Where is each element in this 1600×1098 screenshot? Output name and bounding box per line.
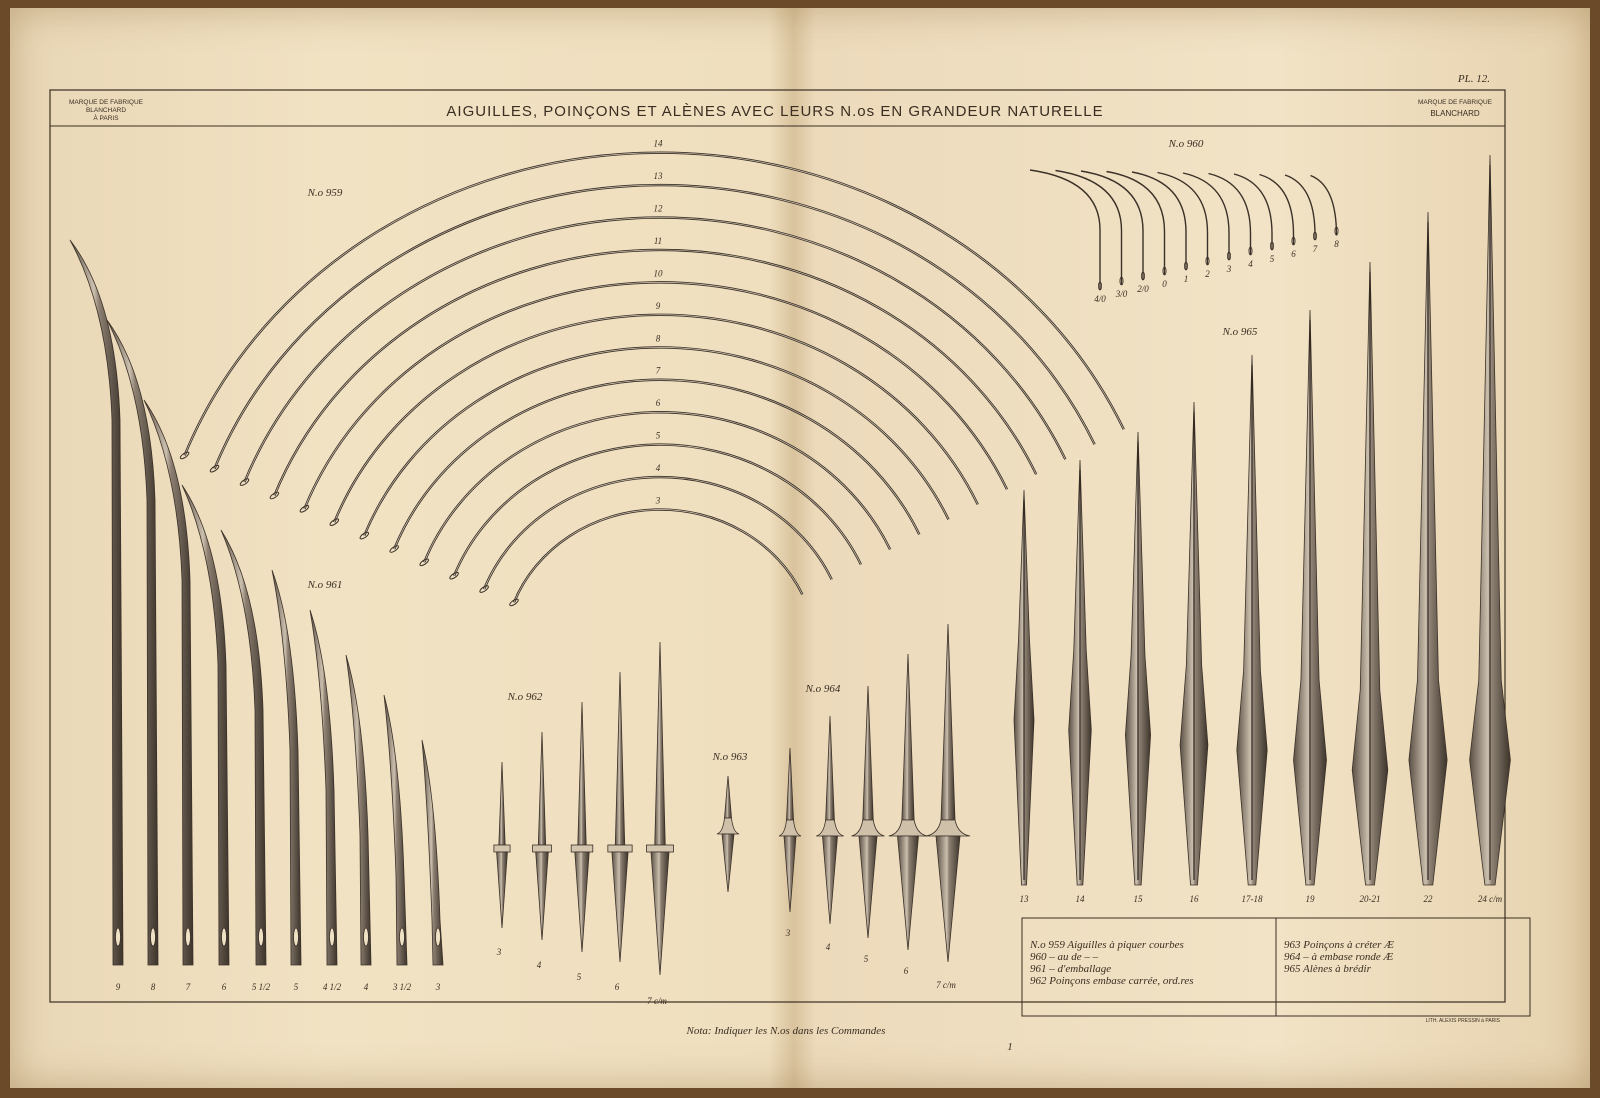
size-label-965: 20-21 — [1359, 894, 1381, 904]
size-label-960: 6 — [1291, 249, 1296, 259]
size-label-965: 17-18 — [1241, 894, 1263, 904]
trademark-right-line1: MARQUE DE FABRIQUE — [1417, 99, 1493, 106]
square-awl-962-collar — [533, 845, 552, 852]
outer-frame — [50, 90, 1505, 1002]
packing-needle-961 — [272, 570, 301, 965]
creasing-awl-963-blade — [725, 776, 732, 818]
size-label-960: 1 — [1183, 274, 1189, 284]
size-label-961: 4 — [363, 982, 369, 992]
round-awl-964-collar — [779, 820, 801, 836]
group-label-959: N.o 959 — [307, 187, 343, 199]
needle-eye-961 — [116, 928, 121, 946]
round-awl-964-blade — [787, 748, 794, 820]
needle-eye-961 — [400, 928, 405, 946]
square-awl-962-collar — [647, 845, 674, 852]
size-label-961: 9 — [115, 982, 121, 992]
trademark-left-line3: À PARIS — [93, 115, 119, 122]
round-awl-964-tang — [936, 836, 960, 962]
round-awl-964-collar — [889, 820, 928, 836]
size-label-962: 4 — [536, 960, 542, 970]
curved-needle-959 — [334, 315, 978, 522]
size-label-959: 9 — [655, 300, 661, 311]
size-label-960: 2 — [1205, 269, 1210, 279]
curved-needle-959-highlight — [514, 510, 802, 603]
size-label-960: 0 — [1162, 279, 1167, 289]
plate-number: PL. 12. — [1457, 73, 1490, 85]
square-awl-962-tang — [612, 852, 628, 962]
group-label-963: N.o 963 — [712, 751, 748, 763]
needle-eye-961 — [330, 928, 335, 946]
hook-needle-960 — [1234, 174, 1272, 250]
size-label-959: 5 — [655, 430, 661, 441]
packing-needle-961 — [310, 610, 337, 965]
needles-960-group — [1030, 170, 1339, 304]
size-label-960: 7 — [1312, 244, 1318, 254]
group-label-961: N.o 961 — [307, 579, 343, 591]
size-label-959: 13 — [653, 171, 663, 182]
square-awl-962-tang — [575, 852, 589, 952]
footer-printer: LITH. ALEXIS PRESSIN à PARIS — [1425, 1018, 1500, 1024]
size-label-962: 6 — [614, 982, 620, 992]
square-awl-962-blade — [655, 642, 666, 845]
size-label-959: 6 — [655, 398, 661, 409]
size-label-964: 3 — [785, 928, 791, 938]
square-awl-962-blade — [578, 702, 586, 845]
size-label-960: 8 — [1334, 239, 1339, 249]
packing-needle-961 — [384, 695, 407, 965]
plate-title: AIGUILLES, POINÇONS ET ALÈNES AVEC LEURS N.os EN GRANDEUR NATURELLE — [446, 103, 1104, 120]
square-awl-962-collar — [571, 845, 593, 852]
curved-needle-959-highlight — [334, 315, 978, 522]
trademark-left-line2: BLANCHARD — [85, 107, 127, 114]
size-label-959: 11 — [653, 235, 663, 246]
size-label-959: 8 — [655, 333, 661, 344]
round-awl-964-tang — [898, 836, 919, 950]
square-awl-962-tang — [497, 852, 508, 928]
size-label-962: 5 — [576, 972, 582, 982]
size-label-960: 3 — [1226, 264, 1232, 274]
round-awl-964-blade — [902, 654, 914, 820]
curved-needle-959 — [245, 218, 1066, 483]
size-label-960: 2/0 — [1137, 284, 1149, 294]
round-awl-964-tang — [823, 836, 838, 924]
trademark-right-line2: BLANCHARD — [1430, 109, 1480, 118]
trademark-left-line1: MARQUE DE FABRIQUE — [68, 99, 144, 106]
hook-needle-960 — [1285, 175, 1315, 240]
hook-needle-960 — [1107, 172, 1165, 276]
creasing-awl-963-tang — [722, 834, 734, 892]
size-label-962: 3 — [496, 947, 502, 957]
size-label-959: 14 — [653, 138, 663, 149]
square-awl-962-blade — [615, 672, 624, 845]
needles-959-group — [179, 139, 1123, 607]
legend-left-4: 962 Poinçons embase carrée, ord.res — [1030, 975, 1194, 987]
size-label-959: 7 — [655, 365, 661, 376]
needle-eye-961 — [186, 928, 191, 946]
curved-needle-959 — [304, 282, 1007, 508]
size-label-965: 15 — [1133, 894, 1143, 904]
size-label-964: 5 — [863, 954, 869, 964]
hook-needle-960 — [1056, 171, 1122, 286]
size-label-961: 4 1/2 — [322, 982, 342, 992]
size-label-960: 5 — [1269, 254, 1275, 264]
group-label-962: N.o 962 — [507, 691, 543, 703]
needles-961-group — [70, 240, 443, 992]
blades-965-group — [1014, 155, 1510, 904]
packing-needle-961 — [70, 240, 123, 965]
round-awl-964-blade — [863, 686, 874, 820]
curved-needle-959 — [484, 477, 832, 589]
size-label-961: 3 — [435, 982, 441, 992]
square-awl-962-tang — [536, 852, 549, 940]
packing-needle-961 — [346, 655, 371, 965]
hook-needle-960 — [1030, 170, 1100, 290]
size-label-959: 12 — [653, 203, 663, 214]
size-label-959: 4 — [655, 463, 661, 474]
needle-eye-961 — [222, 928, 227, 946]
size-label-961: 7 — [185, 982, 191, 992]
hook-needle-960 — [1081, 171, 1143, 280]
round-awl-964-tang — [784, 836, 796, 912]
size-label-965: 13 — [1019, 894, 1029, 904]
size-label-960: 4/0 — [1094, 294, 1106, 304]
round-awl-964-tang — [859, 836, 877, 938]
footer-page-number: 1 — [1007, 1041, 1013, 1053]
legend-left-3: 961 – d'emballage — [1030, 963, 1112, 975]
size-label-961: 5 — [293, 982, 299, 992]
legend-left-1: N.o 959 Aiguilles à piquer courbes — [1030, 939, 1184, 951]
size-label-964: 4 — [825, 942, 831, 952]
curved-needle-959-highlight — [245, 218, 1066, 483]
square-awl-962-collar — [608, 845, 632, 852]
size-label-965: 19 — [1305, 894, 1315, 904]
hook-needle-960 — [1132, 172, 1186, 270]
round-awl-964-collar — [816, 820, 844, 836]
needle-eye-961 — [364, 928, 369, 946]
awl-963-group — [717, 776, 739, 892]
needle-eye-961 — [294, 928, 299, 946]
size-label-965: 16 — [1189, 894, 1199, 904]
size-label-959: 10 — [653, 268, 663, 279]
legend-right-3: 965 Alènes à brédir — [1284, 963, 1371, 975]
size-label-961: 6 — [221, 982, 227, 992]
square-awl-962-blade — [499, 762, 505, 845]
creasing-awl-963-collar — [717, 818, 739, 834]
size-label-961: 3 1/2 — [392, 982, 412, 992]
legend-right-2: 964 – à embase ronde Æ — [1284, 951, 1394, 963]
size-label-965: 14 — [1075, 894, 1085, 904]
needle-eye-961 — [259, 928, 264, 946]
size-label-960: 3/0 — [1115, 289, 1128, 299]
group-label-964: N.o 964 — [805, 683, 841, 695]
awls-964-group — [779, 624, 970, 990]
group-label-965: N.o 965 — [1222, 326, 1258, 338]
needle-eye-961 — [151, 928, 156, 946]
size-label-959: 3 — [655, 495, 661, 506]
size-label-964: 7 c/m — [936, 980, 956, 990]
footer-nota: Nota: Indiquer les N.os dans les Commandes — [686, 1025, 886, 1037]
legend-left-2: 960 – au de – – — [1030, 951, 1099, 963]
curved-needle-959-highlight — [484, 477, 832, 589]
size-label-962: 7 c/m — [647, 996, 667, 1006]
hook-needle-960 — [1260, 175, 1294, 246]
group-label-960: N.o 960 — [1168, 138, 1204, 150]
size-label-960: 4 — [1248, 259, 1253, 269]
square-awl-962-tang — [651, 852, 669, 975]
legend-right-1: 963 Poinçons à créter Æ — [1284, 939, 1394, 951]
curved-needle-959 — [514, 510, 802, 603]
size-label-965: 22 — [1423, 894, 1433, 904]
round-awl-964-collar — [926, 820, 970, 836]
size-label-961: 8 — [150, 982, 156, 992]
square-awl-962-collar — [494, 845, 510, 852]
needle-eye-961 — [436, 928, 441, 946]
curved-needle-959-highlight — [304, 282, 1007, 508]
round-awl-964-blade — [941, 624, 955, 820]
size-label-964: 6 — [903, 966, 909, 976]
round-awl-964-collar — [852, 820, 885, 836]
size-label-961: 5 1/2 — [251, 982, 271, 992]
square-awl-962-blade — [538, 732, 545, 845]
round-awl-964-blade — [826, 716, 835, 820]
size-label-965: 24 c/m — [1477, 894, 1503, 904]
